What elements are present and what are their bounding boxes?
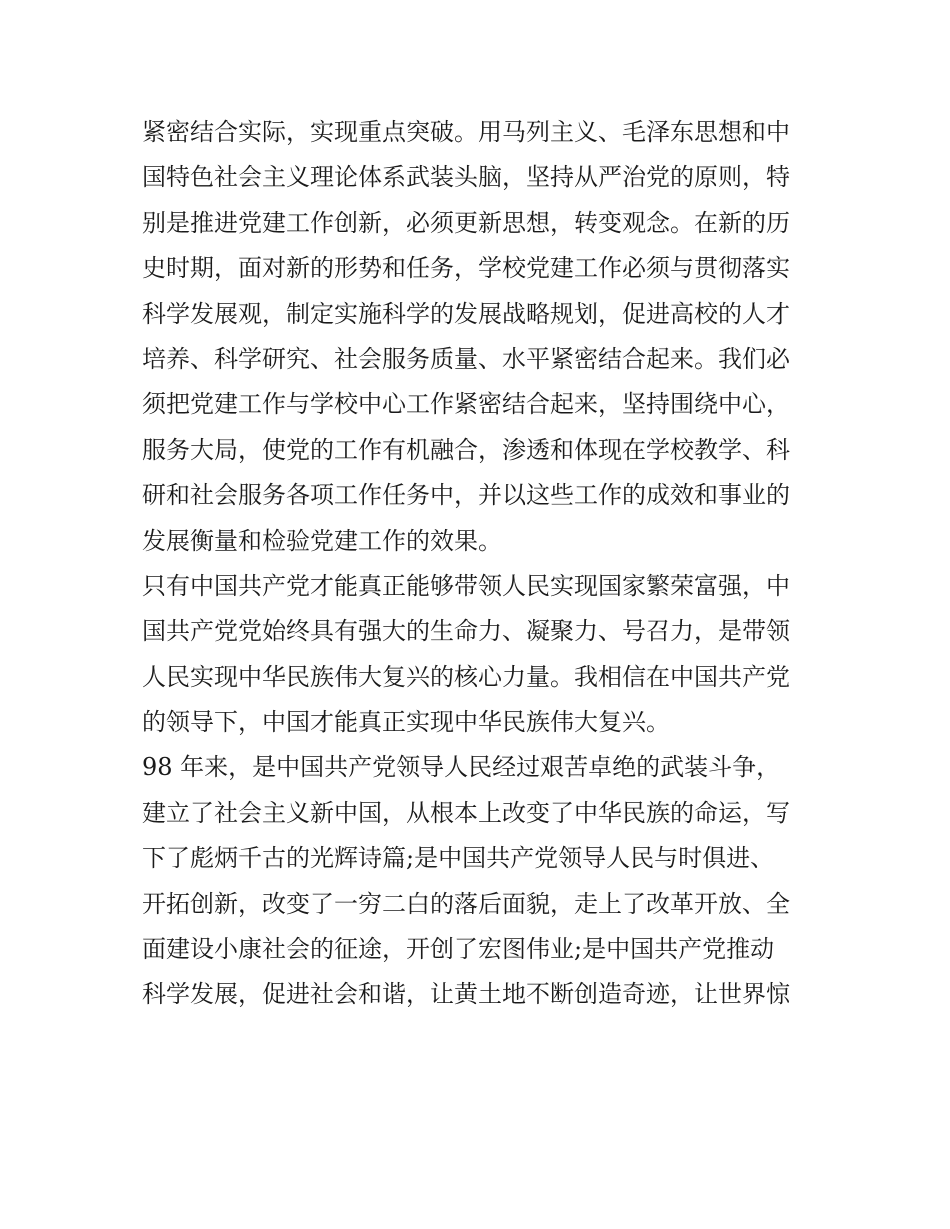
- text-line: 的领导下，中国才能真正实现中华民族伟大复兴。: [142, 708, 670, 737]
- text-line: 别是推进党建工作创新，必须更新思想，转变观念。在新的历: [142, 208, 790, 237]
- text-line: 紧密结合实际，实现重点突破。用马列主义、毛泽东思想和中: [142, 118, 790, 146]
- body-text: [142, 110, 822, 1018]
- text-line: 发展衡量和检验党建工作的效果。: [142, 526, 502, 555]
- text-line: 面建设小康社会的征途，开创了宏图伟业;是中国共产党推动: [142, 935, 775, 964]
- text-line: 服务大局，使党的工作有机融合，渗透和体现在学校教学、科: [142, 435, 790, 464]
- text-line: 国共产党党始终具有强大的生命力、凝聚力、号召力，是带领: [142, 617, 790, 646]
- text-line: 开拓创新，改变了一穷二白的落后面貌，走上了改革开放、全: [142, 889, 790, 918]
- text-line: 人民实现中华民族伟大复兴的核心力量。我相信在中国共产党: [142, 662, 790, 691]
- text-line: 国特色社会主义理论体系武装头脑，坚持从严治党的原则，特: [142, 163, 790, 192]
- text-line: 科学发展，促进社会和谐，让黄土地不断创造奇迹，让世界惊: [142, 980, 790, 1009]
- text-line: 研和社会服务各项工作任务中，并以这些工作的成效和事业的: [142, 481, 790, 510]
- text-line: 只有中国共产党才能真正能够带领人民实现国家繁荣富强，中: [142, 571, 790, 600]
- text-line: 史时期，面对新的形势和任务，学校党建工作必须与贯彻落实: [142, 254, 790, 283]
- text-line: 98 年来，是中国共产党领导人民经过艰苦卓绝的武装斗争，: [142, 753, 781, 782]
- text-line: 须把党建工作与学校中心工作紧密结合起来，坚持围绕中心，: [142, 390, 790, 419]
- text-line: 下了彪炳千古的光辉诗篇;是中国共产党领导人民与时俱进、: [142, 844, 775, 873]
- text-line: 科学发展观，制定实施科学的发展战略规划，促进高校的人才: [142, 299, 790, 328]
- text-line: 培养、科学研究、社会服务质量、水平紧密结合起来。我们必: [142, 344, 790, 373]
- text-line: 建立了社会主义新中国，从根本上改变了中华民族的命运，写: [142, 798, 790, 827]
